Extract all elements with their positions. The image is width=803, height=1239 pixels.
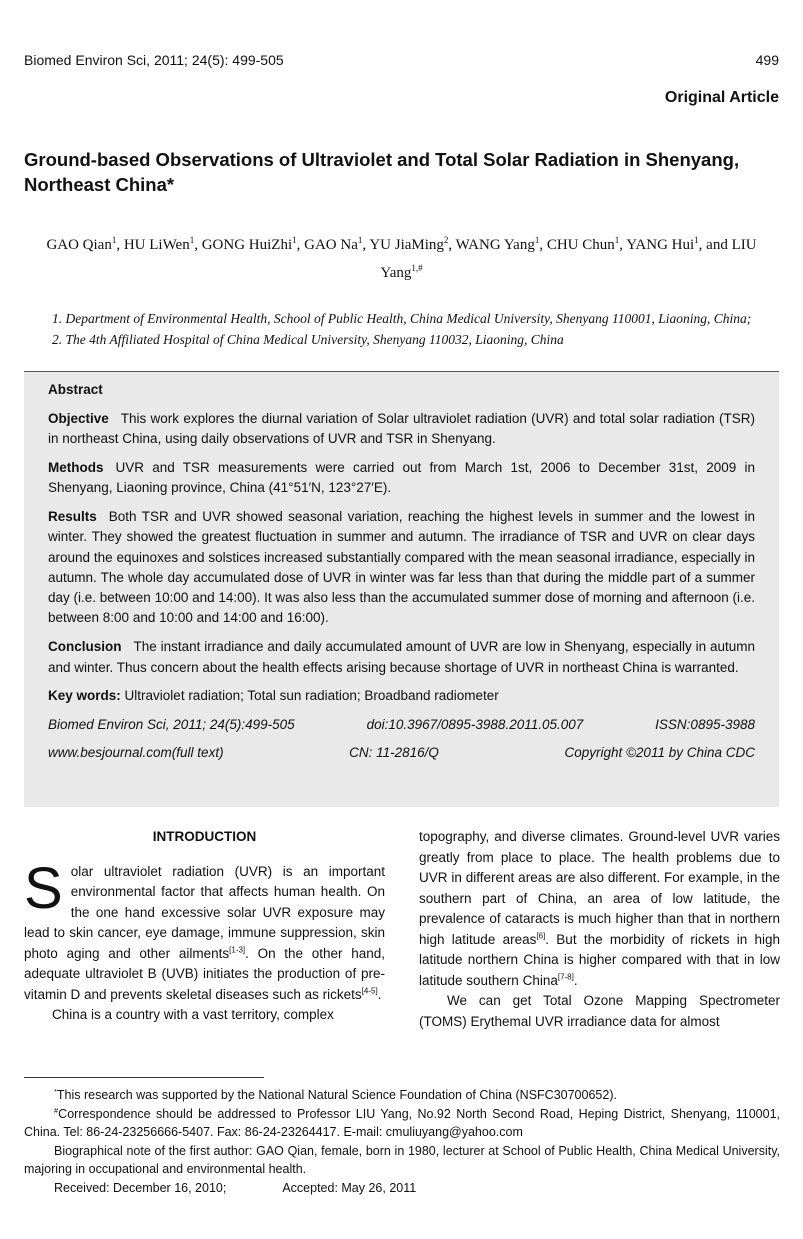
author-name: YU JiaMing (369, 237, 444, 253)
footnote-mark: * (54, 1086, 57, 1096)
accepted-date: Accepted: May 26, 2011 (282, 1180, 417, 1195)
author-affiliation-mark: 1 (357, 235, 363, 245)
citation-ref[interactable]: [4-5] (361, 986, 378, 995)
author-name: GAO Na (304, 237, 358, 253)
introduction-heading: INTRODUCTION (152, 829, 257, 844)
keywords (48, 686, 755, 706)
abstract-methods (48, 458, 755, 499)
author-name: CHU Chun (546, 237, 615, 253)
received-date: Received: December 16, 2010; (54, 1180, 227, 1195)
intro-text-1c: . (377, 986, 382, 1002)
conclusion-text: The instant irradiance and daily accumulated amount of UVR are low in Shenyang, especially in autumn and winter. Thus concern about the health effects arising because shortage of UVR in northeast China is warranted. (48, 639, 755, 675)
doi[interactable]: doi:10.3967/0895-3988.2011.05.007 (366, 717, 584, 733)
author-affiliation-mark: 1 (111, 235, 117, 245)
citation: Biomed Environ Sci, 2011; 24(5):499-505 (48, 717, 295, 733)
intro-paragraph-3: We can get Total Ozone Mapping Spectrometer (TOMS) Erythemal UVR irradiance data for almost (419, 993, 780, 1029)
results-text: Both TSR and UVR showed seasonal variation, reaching the highest levels in summer and the lowest in winter. They showed the greatest fluctuation in summer and autumn. The irradiance of TSR and UVR on clear days around the equinoxes and solstices increased substantially compared with the mean seasonal irradiance, especially in autumn. The whole day accumulated dose of UVR in winter was far less than that during the middle part of a summer day (i.e. between 10:00 and 14:00). It was also less than the accumulated summer dose of morning and afternoon (i.e. between 8:00 and 10:00 and 14:00 and 16:00). (48, 508, 755, 626)
intro-paragraph-2-start: China is a country with a vast territory, complex (52, 1007, 334, 1022)
article-type: Original Article (664, 89, 779, 106)
copyright: Copyright ©2011 by China CDC (564, 745, 755, 761)
author-list: GAO Qian$^1$, HU LiWen$^1$, GONG HuiZhi$^1$, GAO Na$^1$, YU JiaMing$^2$, WANG Yang$^1$, CHU Chun$^1$, YANG Hui$^1$, and LIU Yang$^{1,\#}$ (46, 235, 757, 281)
conclusion-label: Conclusion (48, 639, 122, 655)
footnotes (24, 1086, 780, 1197)
footnote-correspondence-text: Correspondence should be addressed to Professor LIU Yang, No.92 North Second Road, Heping District, Shenyang, 110001, China. Tel: 86-24-23256666-5407. Fax: 86-24-23264417. E-mail: cmuliuyang@yahoo.com (24, 1106, 780, 1139)
footnote-divider (24, 1077, 264, 1078)
author-affiliation-mark: 2 (443, 235, 449, 245)
abstract-objective (48, 409, 755, 450)
citation-row (48, 715, 755, 735)
affiliations: 1. Department of Environmental Health, School of Public Health, China Medical University, Shenyang 110001, Liaoning, China; 2. The 4th Affiliated Hospital of China Medical University, Shenyang 110032, Liaoning, China (52, 311, 752, 347)
methods-label: Methods (48, 459, 104, 475)
publisher-row (48, 743, 755, 763)
abstract-conclusion (48, 637, 755, 678)
intro-text-2a: topography, and diverse climates. Ground-level UVR varies greatly from place to place. The health problems due to UVR in different areas are also different. For example, in the southern part of China, an area of low latitude, the prevalence of cataracts is much higher than that in northern high latitude areas (419, 829, 780, 947)
intro-text-2b: . But the morbidity of rickets in high latitude northern China is higher compared with that in low latitude southern China (419, 931, 781, 988)
body-column-right (419, 827, 780, 1032)
footnote-dates (24, 1179, 780, 1198)
author-affiliation-mark: 1 (694, 235, 699, 245)
author-name: HU LiWen (123, 237, 190, 253)
journal-website-link[interactable]: www.besjournal.com(full text) (48, 745, 224, 761)
objective-text: This work explores the diurnal variation of Solar ultraviolet radiation (UVR) and total solar radiation (TSR) in northeast China, using daily observations of UVR and TSR in Shenyang. (48, 410, 755, 447)
cn-number: CN: 11-2816/Q (349, 745, 439, 761)
author-affiliation-mark: 1,# (411, 263, 423, 273)
journal-citation-header: Biomed Environ Sci, 2011; 24(5): 499-505 (24, 52, 284, 68)
author-affiliation-mark: 1 (614, 235, 620, 245)
abstract-results (48, 507, 755, 629)
author-name: YANG Hui (626, 237, 695, 253)
citation-ref[interactable]: [7-8] (557, 972, 574, 981)
author-name: GAO Qian (46, 237, 112, 253)
keywords-text: Ultraviolet radiation; Total sun radiation; Broadband radiometer (124, 688, 499, 704)
author-affiliation-mark: 1 (292, 235, 297, 245)
citation-ref[interactable]: [6] (536, 931, 546, 940)
methods-text: UVR and TSR measurements were carried out from March 1st, 2006 to December 31st, 2009 in Shenyang, Liaoning province, China (41°51′N, 123°27′E). (48, 459, 755, 496)
intro-paragraph-2-cont (419, 827, 780, 991)
keywords-label: Key words: (48, 688, 121, 704)
page-number: 499 (755, 52, 779, 68)
objective-label: Objective (48, 410, 109, 426)
intro-text-1a: olar ultraviolet radiation (UVR) is an important environmental factor that affects human health. On the one hand excessive solar UVR exposure may lead to skin cancer, eye damage, immune suppression, skin photo aging and other ailments (24, 863, 385, 961)
abstract-heading: Abstract (48, 382, 103, 397)
intro-text-2c: . (573, 972, 578, 988)
author-affiliation-mark: 1 (534, 235, 540, 245)
footnote-mark: # (54, 1105, 59, 1115)
abstract-box (24, 371, 779, 807)
footnote-correspondence (24, 1105, 780, 1142)
author-name: and LIU Yang (380, 237, 757, 281)
author-affiliation-mark: 1 (189, 235, 195, 245)
body-column-left (24, 827, 385, 1026)
footnote-funding-text: This research was supported by the National Natural Science Foundation of China (NSFC30700652). (56, 1088, 617, 1102)
drop-cap-letter: S (24, 855, 63, 921)
results-label: Results (48, 508, 97, 524)
paper-title: Ground-based Observations of Ultraviolet and Total Solar Radiation in Shenyang, Northeast China* (24, 149, 740, 195)
intro-text-1b: . On the other hand, adequate ultraviolet B (UVB) initiates the production of pre-vitamin D and prevents skeletal diseases such as rickets (24, 945, 385, 1002)
intro-paragraph-1 (24, 855, 385, 1006)
footnote-funding (24, 1086, 780, 1105)
footnote-biography: Biographical note of the first author: GAO Qian, female, born in 1980, lecturer at School of Public Health, China Medical University, majoring in occupational and environmental health. (24, 1143, 780, 1176)
author-name: GONG HuiZhi (201, 237, 293, 253)
issn: ISSN:0895-3988 (655, 717, 755, 733)
citation-ref[interactable]: [1-3] (229, 945, 246, 954)
author-name: WANG Yang (455, 237, 535, 253)
